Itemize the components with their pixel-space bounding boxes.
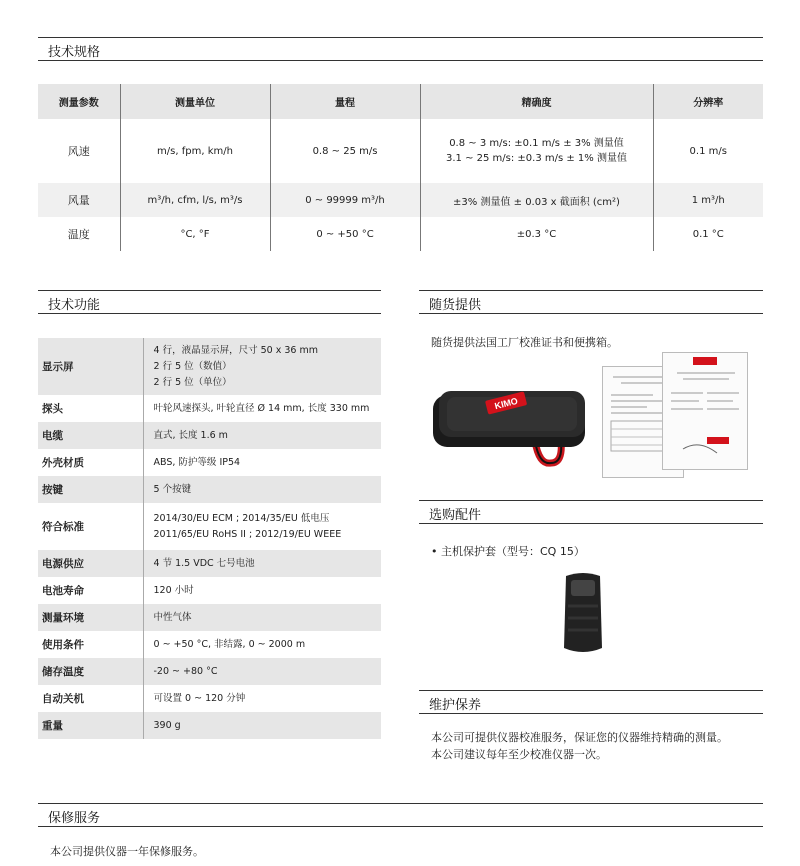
function-value	[143, 685, 381, 712]
function-row	[38, 395, 381, 422]
function-value	[143, 658, 381, 685]
supplied-header	[419, 290, 763, 314]
function-value	[143, 449, 381, 476]
spec-resolution: 0.1 °C	[653, 217, 763, 251]
function-value-line: -20 ~ +80 °C	[153, 665, 218, 677]
option-item-text: 主机保护套（型号：CQ 15）	[441, 545, 585, 558]
spec-header-unit: 测量单位	[120, 84, 270, 119]
spec-accuracy: ±3% 测量值 ± 0.03 x 截面积 (cm²)	[420, 183, 653, 217]
function-row	[38, 476, 381, 503]
function-value	[143, 395, 381, 422]
spec-range: 0.8 ~ 25 m/s	[270, 119, 420, 183]
tech-spec-title: 技术规格	[48, 45, 101, 60]
tech-function-header	[38, 290, 381, 314]
options-header	[419, 500, 763, 524]
maintenance-line: 本公司建议每年至少校准仪器一次。	[431, 748, 607, 761]
spec-accuracy-line: 0.8 ~ 3 m/s: ±0.1 m/s ± 3% 测量值	[449, 138, 624, 149]
maintenance-text	[431, 729, 728, 763]
function-value-line: 2 行 5 位（数值）	[153, 360, 232, 372]
function-table	[38, 338, 381, 739]
function-value	[143, 577, 381, 604]
function-value	[143, 550, 381, 577]
function-row	[38, 338, 381, 395]
function-value-line: 直式, 长度 1.6 m	[153, 429, 228, 441]
spec-resolution: 0.1 m/s	[653, 119, 763, 183]
certificate-image-2	[662, 352, 748, 470]
function-value-line: 0 ~ +50 °C, 非结露, 0 ~ 2000 m	[153, 638, 306, 650]
carrying-case-image	[431, 383, 591, 469]
function-value-line: 4 节 1.5 VDC 七号电池	[153, 557, 255, 569]
spec-header-row	[38, 84, 763, 119]
function-key: 储存温度	[38, 658, 143, 685]
function-key: 电缆	[38, 422, 143, 449]
function-key: 使用条件	[42, 639, 84, 651]
tech-function-title: 技术功能	[48, 298, 101, 313]
function-value	[143, 604, 381, 631]
function-key: 外壳材质	[42, 457, 84, 469]
function-key: 重量	[38, 712, 143, 739]
function-key: 显示屏	[38, 338, 143, 395]
spec-range: 0 ~ +50 °C	[270, 217, 420, 251]
function-key: 测量环境	[38, 604, 143, 631]
function-value-line: 中性气体	[153, 611, 192, 623]
function-row	[38, 631, 381, 658]
maintenance-title: 维护保养	[429, 698, 482, 713]
option-list-item	[431, 543, 585, 560]
function-row	[38, 712, 381, 739]
function-row	[38, 685, 381, 712]
maintenance-header	[419, 690, 763, 714]
case-logo-text: KIMO	[493, 395, 519, 412]
spec-unit: m³/h, cfm, l/s, m³/s	[120, 183, 270, 217]
function-value	[143, 631, 381, 658]
warranty-text: 本公司提供仪器一年保修服务。	[50, 845, 204, 858]
function-value-line: 2011/65/EU RoHS II ; 2012/19/EU WEEE	[153, 528, 342, 540]
bullet-icon: •	[431, 545, 441, 558]
warranty-title: 保修服务	[48, 811, 101, 826]
spec-header-range: 量程	[270, 84, 420, 119]
spec-accuracy-line: 3.1 ~ 25 m/s: ±0.3 m/s ± 1% 测量值	[446, 153, 627, 164]
function-key: 电源供应	[38, 550, 143, 577]
spec-row-airflow	[38, 183, 763, 217]
function-value	[143, 338, 381, 395]
supplied-text: 随货提供法国工厂校准证书和便携箱。	[431, 336, 618, 349]
function-value-line: ABS, 防护等级 IP54	[153, 456, 241, 468]
function-value	[143, 503, 381, 550]
function-key: 自动关机	[42, 693, 84, 705]
maintenance-line: 本公司可提供仪器校准服务，保证您的仪器维持精确的测量。	[431, 731, 728, 744]
function-value-line: 叶轮风速探头, 叶轮直径 Ø 14 mm, 长度 330 mm	[153, 402, 370, 414]
function-row	[38, 503, 381, 550]
function-key: 按键	[38, 476, 143, 503]
spec-row-temperature	[38, 217, 763, 251]
options-title: 选购配件	[429, 508, 482, 523]
warranty-header	[38, 803, 763, 827]
protective-cover-image	[558, 570, 608, 656]
spec-header-resolution: 分辨率	[653, 84, 763, 119]
spec-resolution: 1 m³/h	[653, 183, 763, 217]
function-value-line: 可设置 0 ~ 120 分钟	[153, 692, 246, 704]
spec-param: 温度	[67, 228, 90, 241]
function-value-line: 2014/30/EU ECM ; 2014/35/EU 低电压	[153, 512, 330, 524]
function-key: 探头	[42, 403, 63, 415]
function-value	[143, 476, 381, 503]
supplied-title: 随货提供	[429, 298, 482, 313]
spec-range: 0 ~ 99999 m³/h	[270, 183, 420, 217]
function-row	[38, 658, 381, 685]
function-value-line: 4 行，液晶显示屏，尺寸 50 x 36 mm	[153, 344, 318, 356]
function-value-line: 120 小时	[153, 584, 194, 596]
spec-accuracy	[420, 119, 653, 183]
spec-row-airspeed	[38, 119, 763, 183]
function-row	[38, 604, 381, 631]
function-row	[38, 550, 381, 577]
function-row	[38, 422, 381, 449]
spec-unit: °C, °F	[120, 217, 270, 251]
spec-accuracy: ±0.3 °C	[420, 217, 653, 251]
function-row	[38, 449, 381, 476]
function-value-line: 2 行 5 位（单位）	[153, 376, 232, 388]
function-key: 电池寿命	[42, 585, 84, 597]
function-value	[143, 712, 381, 739]
function-key: 符合标准	[42, 521, 84, 533]
function-value	[143, 422, 381, 449]
tech-spec-header	[38, 37, 763, 61]
spec-header-accuracy: 精确度	[420, 84, 653, 119]
spec-header-param: 测量参数	[38, 84, 120, 119]
spec-param: 风量	[38, 183, 120, 217]
spec-table	[38, 84, 763, 251]
spec-param: 风速	[67, 145, 90, 158]
function-row	[38, 577, 381, 604]
function-value-line: 5 个按键	[153, 483, 192, 495]
spec-unit: m/s, fpm, km/h	[120, 119, 270, 183]
function-value-line: 390 g	[153, 719, 181, 731]
